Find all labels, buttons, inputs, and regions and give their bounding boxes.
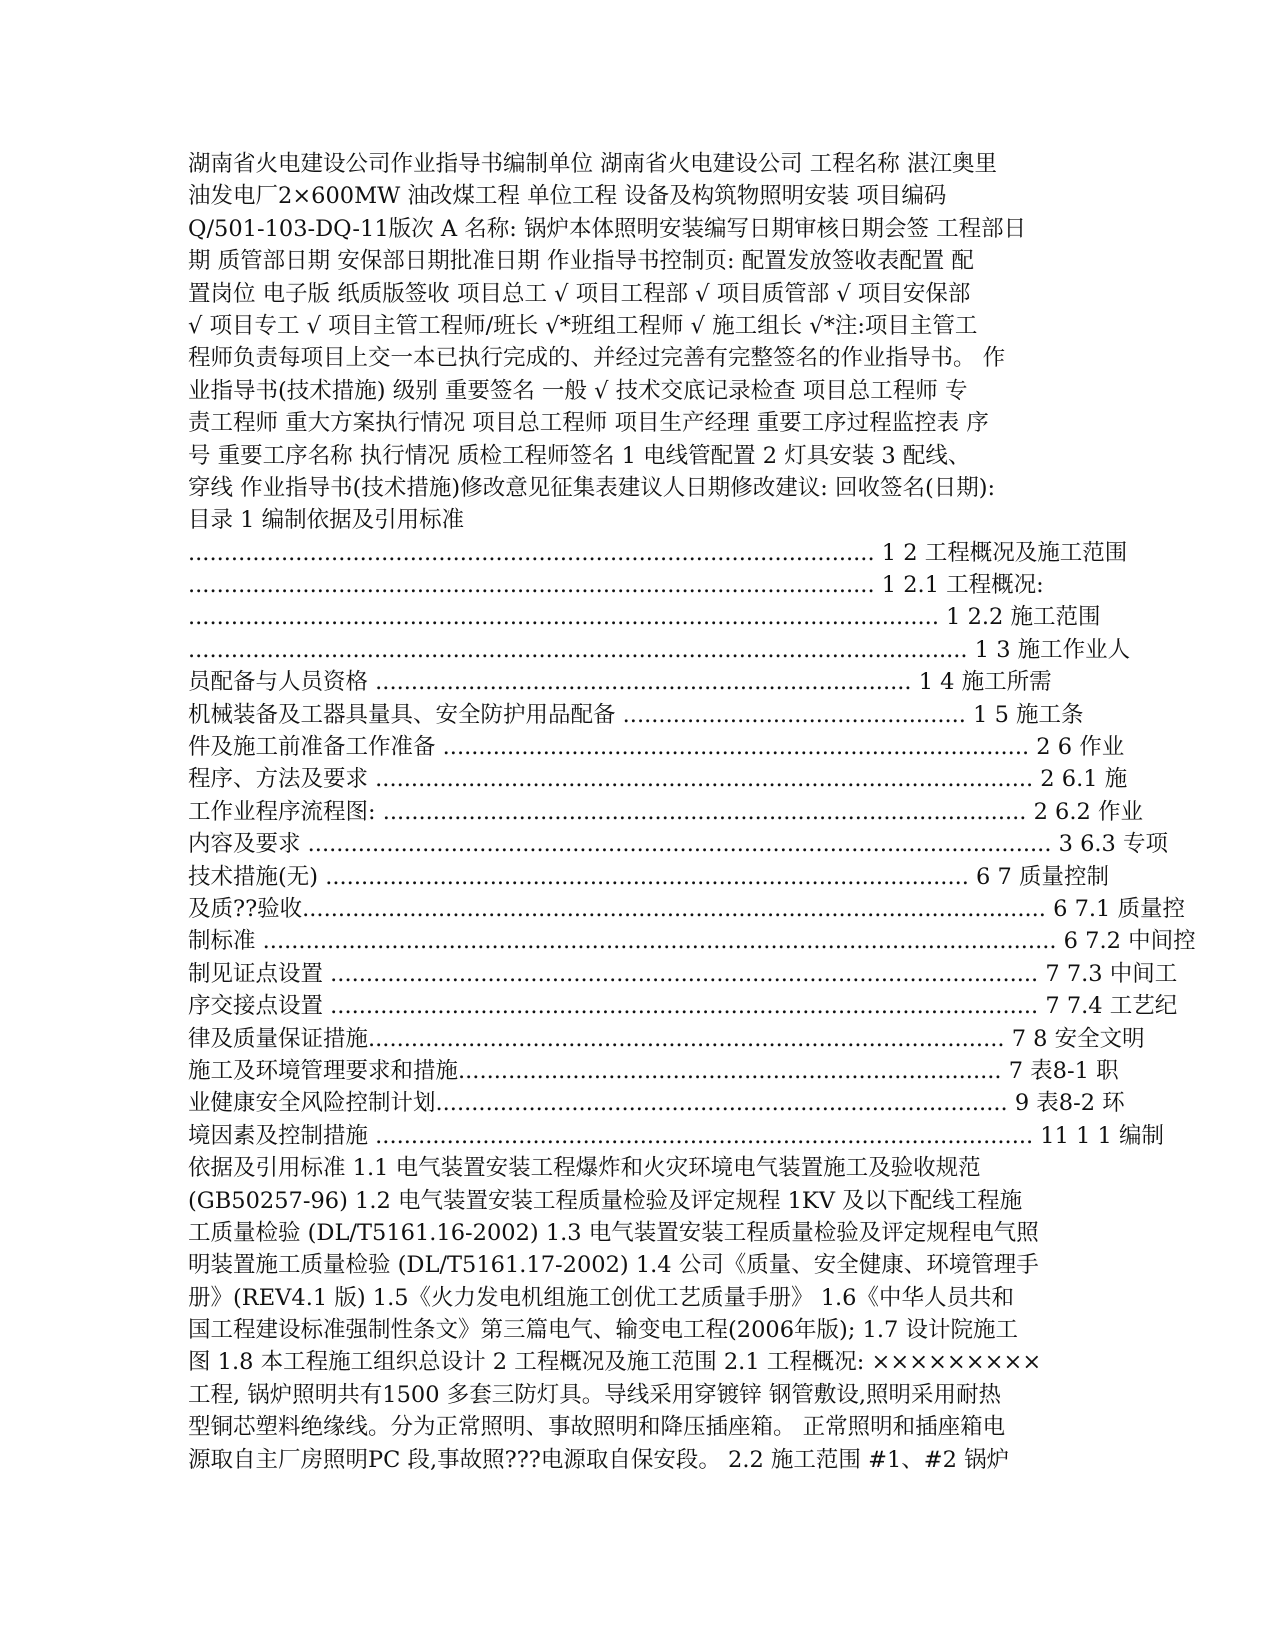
text-line: 号 重要工序名称 执行情况 质检工程师签名 1 电线管配置 2 灯具安装 3 配线、 bbox=[188, 442, 971, 469]
toc-line: 业健康安全风险控制计划................................................................................ 9 表8-2 环 bbox=[188, 1090, 1125, 1117]
text-line: 期 质管部日期 安保部日期批准日期 作业指导书控制页: 配置发放签收表配置 配 bbox=[188, 248, 974, 275]
text-line: 置岗位 电子版 纸质版签收 项目总工 √ 项目工程部 √ 项目质管部 √ 项目安保部 bbox=[188, 280, 971, 307]
text-line: 国工程建设标准强制性条文》第三篇电气、输变电工程(2006年版); 1.7 设计院施工 bbox=[188, 1317, 1018, 1344]
text-line: 源取自主厂房照明PC 段,事故照???电源取自保安段。 2.2 施工范围 #1、#2 锅炉 bbox=[188, 1446, 1010, 1473]
toc-line: 机械装备及工器具量具、安全防护用品配备 ................................................ 1 5 施工条 bbox=[188, 701, 1084, 728]
toc-line: ................................................................................................ 1 2 工程概况及施工范围 bbox=[188, 539, 1128, 566]
text-line: 图 1.8 本工程施工组织总设计 2 工程概况及施工范围 2.1 工程概况: ××××××××× bbox=[188, 1349, 1042, 1376]
document-body bbox=[188, 148, 1196, 1476]
text-line: 依据及引用标准 1.1 电气装置安装工程爆炸和火灾环境电气装置施工及验收规范 bbox=[188, 1155, 981, 1182]
toc-line: 制见证点设置 ................................................................................................... 7 7.3 中间工 bbox=[188, 960, 1178, 987]
toc-line: 工作业程序流程图: .......................................................................................... 2 6.2 作业 bbox=[188, 798, 1143, 825]
text-line: Q/501-103-DQ-11版次 A 名称: 锅炉本体照明安装编写日期审核日期会签 工程部日 bbox=[188, 215, 1027, 242]
toc-line: 技术措施(无) .......................................................................................... 6 7 质量控制 bbox=[188, 863, 1109, 890]
toc-line: ............................................................................................................. 1 3 施工作业人 bbox=[188, 636, 1131, 663]
text-line: 工程, 锅炉照明共有1500 多套三防灯具。导线采用穿镀锌 钢管敷设,照明采用耐热 bbox=[188, 1381, 1002, 1408]
toc-line: ................................................................................................ 1 2.1 工程概况: bbox=[188, 572, 1044, 599]
toc-line: 境因素及控制措施 ............................................................................................ 11 1 1 编制 bbox=[188, 1122, 1165, 1149]
toc-heading-line: 目录 1 编制依据及引用标准 bbox=[188, 507, 465, 534]
toc-line: 制标准 ............................................................................................................... 6 7.2 中间控 bbox=[188, 928, 1196, 955]
text-line: 责工程师 重大方案执行情况 项目总工程师 项目生产经理 重要工序过程监控表 序 bbox=[188, 410, 989, 437]
toc-line: 施工及环境管理要求和措施............................................................................ 7 表8-1 职 bbox=[188, 1057, 1119, 1084]
toc-line: 件及施工前准备工作准备 .................................................................................. 2 6 作业 bbox=[188, 734, 1125, 761]
text-line: 册》(REV4.1 版) 1.5《火力发电机组施工创优工艺质量手册》 1.6《中华人员共和 bbox=[188, 1284, 1014, 1311]
text-line: 油发电厂2×600MW 油改煤工程 单位工程 设备及构筑物照明安装 项目编码 bbox=[188, 183, 947, 210]
text-line: 穿线 作业指导书(技术措施)修改意见征集表建议人日期修改建议: 回收签名(日期): bbox=[188, 474, 996, 501]
toc-line: 律及质量保证措施......................................................................................... 7 8 安全文明 bbox=[188, 1025, 1145, 1052]
text-line: (GB50257-96) 1.2 电气装置安装工程质量检验及评定规程 1KV 及以下配线工程施 bbox=[188, 1187, 1023, 1214]
toc-line: ......................................................................................................... 1 2.2 施工范围 bbox=[188, 604, 1101, 631]
text-line: 型铜芯塑料绝缘线。分为正常照明、事故照明和降压插座箱。 正常照明和插座箱电 bbox=[188, 1414, 1006, 1441]
text-line: 工质量检验 (DL/T5161.16-2002) 1.3 电气装置安装工程质量检验及评定规程电气照 bbox=[188, 1219, 1039, 1246]
toc-line: 序交接点设置 ................................................................................................... 7 7.4 工艺纪 bbox=[188, 993, 1178, 1020]
toc-line: 及质??验收........................................................................................................ 6 7.1 质量控 bbox=[188, 895, 1185, 922]
toc-line: 员配备与人员资格 ........................................................................... 1 4 施工所需 bbox=[188, 669, 1052, 696]
text-line: 程师负责每项目上交一本已执行完成的、并经过完善有完整签名的作业指导书。 作 bbox=[188, 345, 1006, 372]
text-line: √ 项目专工 √ 项目主管工程师/班长 √*班组工程师 √ 施工组长 √*注:项目主管工 bbox=[188, 312, 978, 339]
toc-line: 程序、方法及要求 ............................................................................................ 2 6.1 施 bbox=[188, 766, 1128, 793]
text-line: 业指导书(技术措施) 级别 重要签名 一般 √ 技术交底记录检查 项目总工程师 专 bbox=[188, 377, 968, 404]
text-line: 明装置施工质量检验 (DL/T5161.17-2002) 1.4 公司《质量、安全健康、环境管理手 bbox=[188, 1252, 1039, 1279]
toc-line: 内容及要求 ........................................................................................................ 3 6.3 专项 bbox=[188, 831, 1169, 858]
text-line: 湖南省火电建设公司作业指导书编制单位 湖南省火电建设公司 工程名称 湛江奥里 bbox=[188, 151, 997, 177]
